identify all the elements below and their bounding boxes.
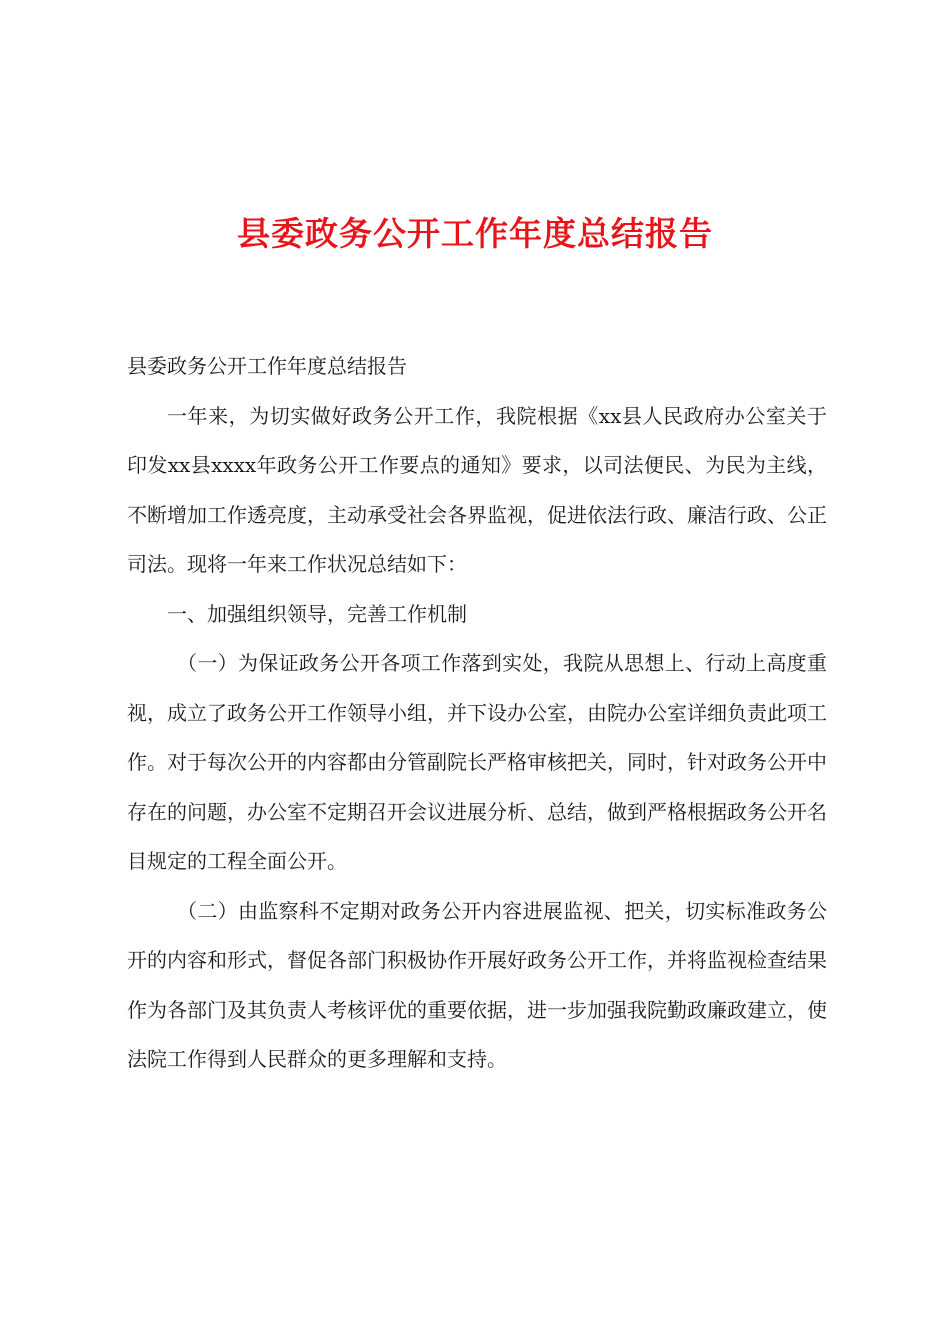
intro-paragraph: 一年来，为切实做好政务公开工作，我院根据《xx县人民政府办公室关于印发xx县xxxx年政务公开工作要点的通知》要求，以司法便民、为民为主线，不断增加工作透亮度，主动承受社会各界监视，促进依法行政、廉洁行政、公正司法。现将一年来工作状况总结如下： <box>127 403 827 576</box>
document-subtitle: 县委政务公开工作年度总结报告 <box>127 354 407 378</box>
section-paragraph-2: （二）由监察科不定期对政务公开内容进展监视、把关，切实标准政务公开的内容和形式，督促各部门积极协作开展好政务公开工作，并将监视检查结果作为各部门及其负责人考核评优的重要依据，进一步加强我院勤政廉政建立，使法院工作得到人民群众的更多理解和支持。 <box>127 898 827 1071</box>
section-heading: 一、加强组织领导，完善工作机制 <box>167 601 467 626</box>
document-body <box>127 342 827 1085</box>
section-paragraph-1: （一）为保证政务公开各项工作落到实处，我院从思想上、行动上高度重视，成立了政务公开工作领导小组，并下设办公室，由院办公室详细负责此项工作。对于每次公开的内容都由分管副院长严格审核把关，同时，针对政务公开中存在的问题，办公室不定期召开会议进展分析、总结，做到严格根据政务公开名目规定的工程全面公开。 <box>127 651 827 873</box>
page-title: 县委政务公开工作年度总结报告 <box>237 214 713 253</box>
